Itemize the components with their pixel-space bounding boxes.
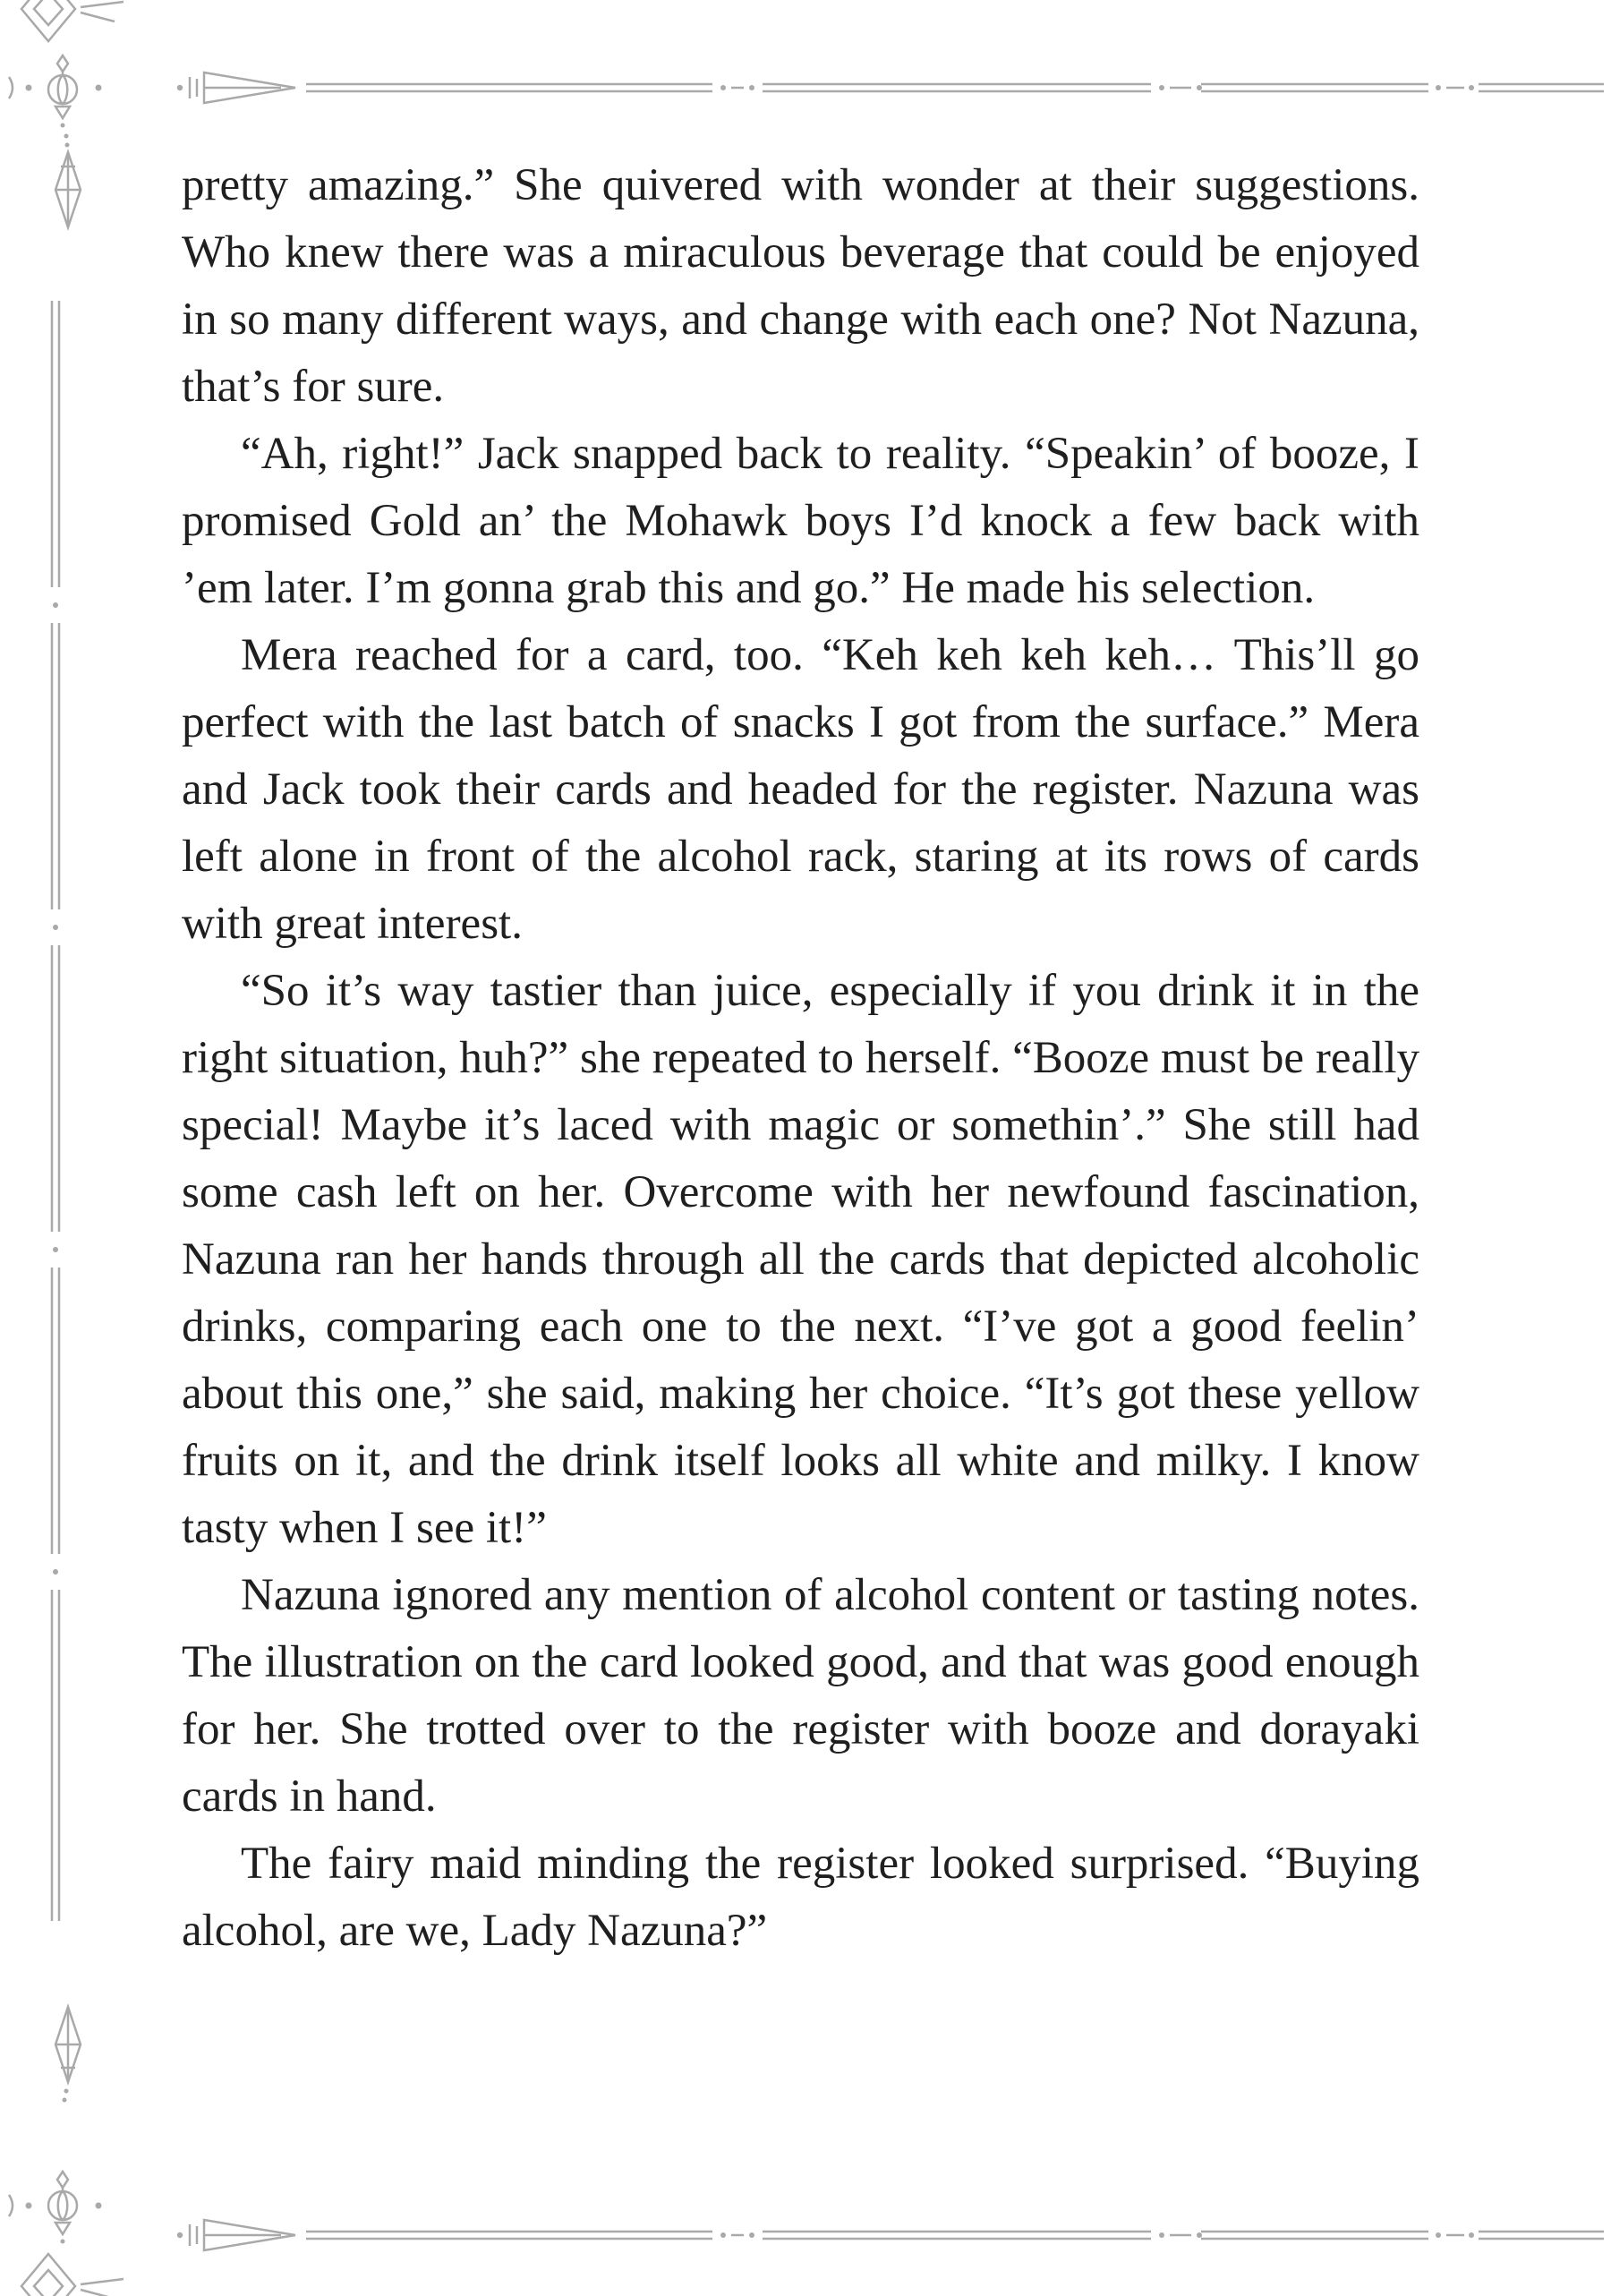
partial-diamond-icon — [21, 0, 124, 41]
double-rule-segments — [306, 2232, 1604, 2239]
paragraph: Mera reached for a card, too. “Keh keh keh keh… This’ll go perfect with the last batch of snacks I got from the surface.” Mera and Jack took their cards and headed for the register. Nazuna was left alone in front of the alcohol rack, staring at its rows of cards with great interest. — [182, 630, 1419, 949]
bottom-border-rule — [175, 2214, 1607, 2257]
body-text — [182, 152, 1419, 1965]
paragraph: The fairy maid minding the register looked surprised. “Buying alcohol, are we, Lady Nazuna?” — [182, 1839, 1419, 1956]
rule-gap-ornaments — [720, 85, 1474, 90]
bottom-left-ornaments — [5, 1998, 175, 2296]
left-border — [39, 301, 72, 1921]
bottom-border — [175, 2214, 1607, 2257]
lantern-finial-icon — [9, 55, 102, 128]
pennant-arrow-icon — [177, 73, 295, 103]
top-border-rule — [175, 66, 1607, 109]
pennant-arrow-icon — [177, 2220, 295, 2250]
lantern-finial-icon — [9, 2172, 102, 2244]
paragraph: “Ah, right!” Jack snapped back to reality. “Speakin’ of booze, I promised Gold an’ the Mohawk boys I’d knock a few back with ’em later. I’m gonna grab this and go.” He made his selection. — [182, 429, 1419, 613]
partial-diamond-icon — [21, 2254, 124, 2296]
vertical-double-rule — [39, 301, 72, 1921]
paragraph: Nazuna ignored any mention of alcohol content or tasting notes. The illustration on the card looked good, and that was good enough for her. She trotted over to the register with booze and dorayaki cards in hand. — [182, 1570, 1419, 1822]
double-rule-segments — [306, 84, 1604, 91]
crystal-pendant-icon — [55, 134, 81, 228]
crystal-pendant-icon — [55, 2007, 81, 2103]
top-border — [175, 66, 1607, 109]
paragraph: pretty amazing.” She quivered with wonder at their suggestions. Who knew there was a miraculous beverage that could be enjoyed in so many different ways, and change with each one? Not Nazuna, that’s for sure. — [182, 160, 1419, 412]
top-left-ornaments — [5, 0, 175, 242]
rule-gap-ornaments — [720, 2232, 1474, 2238]
paragraph: “So it’s way tastier than juice, especially if you drink it in the right situation, huh?” she repeated to herself. “Booze must be really special! Maybe it’s laced with magic or somethin’.” She still had some cash left on her. Overcome with her newfound fascination, Nazuna ran her hands through all the cards that depicted alcoholic drinks, comparing each one to the next. “I’ve got a good feelin’ about this one,” she said, making her choice. “It’s got these yellow fruits on it, and the drink itself looks all white and milky. I know tasty when I see it!” — [182, 966, 1419, 1553]
